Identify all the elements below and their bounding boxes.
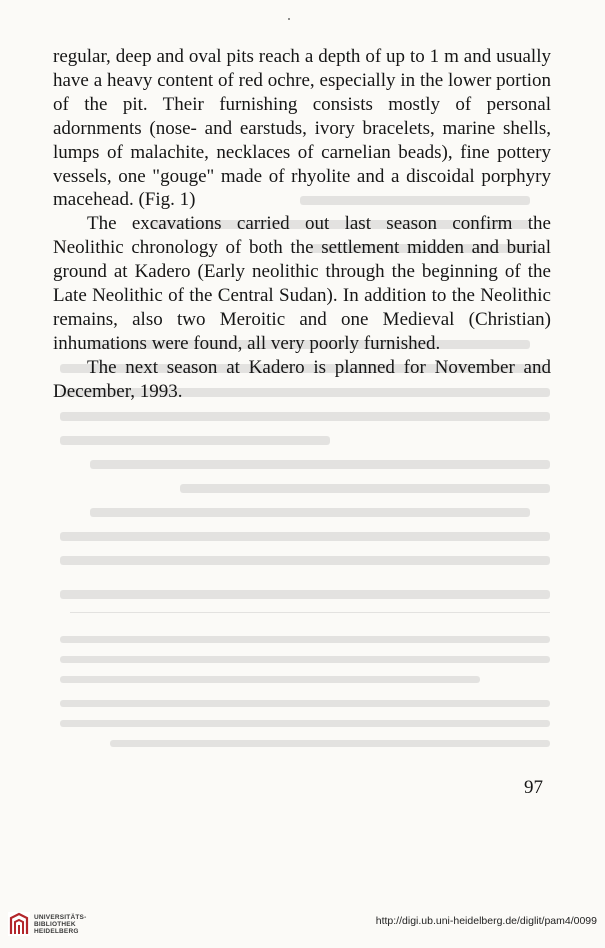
library-name-line-1: UNIVERSITÄTS-	[34, 914, 87, 921]
paragraph-1: regular, deep and oval pits reach a depth of up to 1 m and usually have a heavy content of red ochre, especially in the lower portion of the pit. Their furnishing consists mostly of personal adornments (nose- and earstuds, ivory bracelets, marine shells, lumps of malachite, necklaces of carnelian beads), fine pottery vessels, one "gouge" made of rhyolite and a discoidal porphyry macehead. (Fig. 1)	[53, 46, 551, 211]
paragraph-2: The excavations carried out last season confirm the Neolithic chronology of both the settlement midden and burial ground at Kadero (Early neolithic through the beginning of the Late Neolithic of the Central Sudan). In addition to the Neolithic remains, also two Meroitic and one Medieval (Christian) inhumations were found, all very poorly furnished.	[53, 213, 551, 354]
speck-mark	[288, 18, 290, 20]
library-name-line-2: BIBLIOTHEK	[34, 921, 76, 928]
paragraph-3: The next season at Kadero is planned for November and December, 1993.	[53, 356, 551, 402]
library-name	[34, 914, 86, 935]
university-library-logo-icon	[8, 912, 30, 936]
body-text	[53, 45, 551, 404]
source-url-link[interactable]: http://digi.ub.uni-heidelberg.de/diglit/pam4/0099	[375, 915, 597, 927]
page-number: 97	[524, 777, 543, 798]
library-name-line-3: HEIDELBERG	[34, 928, 79, 935]
digitization-footer	[0, 904, 605, 948]
